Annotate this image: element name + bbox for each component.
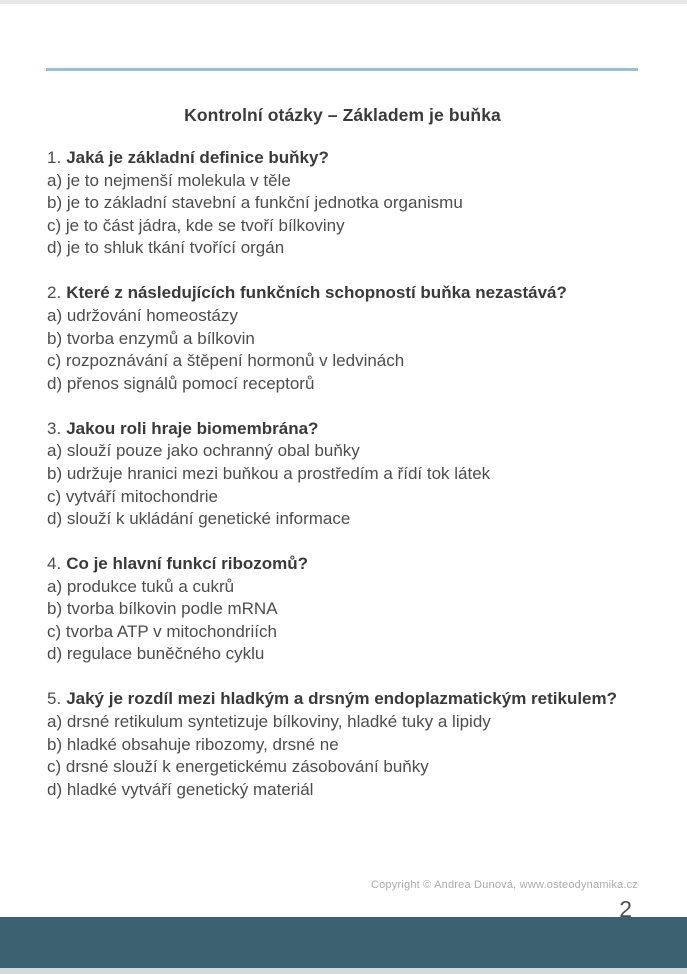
answer-option: c) tvorba ATP v mitochondriích	[47, 621, 277, 641]
answer-option: b) tvorba bílkovin podle mRNA	[47, 599, 278, 619]
question-block	[47, 282, 667, 395]
answer-option: c) rozpoznávání a štěpení hormonů v ledvinách	[47, 351, 405, 371]
question-block	[47, 553, 667, 666]
answer-option: d) hladké vytváří genetický materiál	[47, 779, 314, 799]
copyright-text: Copyright © Andrea Dunová, www.osteodynamika.cz	[371, 879, 638, 891]
answer-option: b) udržuje hranici mezi buňkou a prostředím a řídí tok látek	[47, 463, 491, 483]
answer-option: c) vytváří mitochondrie	[47, 486, 218, 506]
question-number: 1.	[47, 148, 62, 167]
question-number: 4.	[47, 554, 62, 574]
question-number: 5.	[47, 689, 62, 709]
question-text: Jaká je základní definice buňky?	[66, 148, 329, 167]
footer-bar	[0, 917, 687, 968]
question-heading	[47, 418, 667, 441]
answer-option: b) tvorba enzymů a bílkovin	[47, 328, 255, 348]
answer-option: c) je to část jádra, kde se tvoří bílkoviny	[47, 215, 345, 235]
answer-option: d) regulace buněčného cyklu	[47, 644, 265, 664]
answer-option: d) je to shluk tkání tvořící orgán	[47, 238, 285, 258]
answer-option: b) hladké obsahuje ribozomy, drsné ne	[47, 734, 339, 754]
question-heading	[47, 553, 667, 576]
page-title: Kontrolní otázky – Základem je buňka	[184, 105, 501, 125]
answer-option: d) přenos signálů pomocí receptorů	[47, 373, 315, 393]
question-block	[47, 688, 667, 801]
questions-section	[47, 147, 667, 824]
answer-option: d) slouží k ukládání genetické informace	[47, 509, 351, 529]
answer-option: c) drsné slouží k energetickému zásobování buňky	[47, 757, 429, 777]
question-heading	[47, 688, 667, 711]
answer-option: a) udržování homeostázy	[47, 305, 238, 325]
page-top-edge	[0, 0, 687, 4]
answer-option: a) produkce tuků a cukrů	[47, 576, 235, 596]
question-text: Které z následujících funkčních schopností buňka nezastává?	[66, 283, 567, 303]
answer-option: a) drsné retikulum syntetizuje bílkoviny, hladké tuky a lipidy	[47, 712, 491, 732]
question-block	[47, 147, 667, 260]
page-bottom-edge	[0, 968, 687, 974]
answer-option: a) je to nejmenší molekula v těle	[47, 170, 291, 190]
answer-option: a) slouží pouze jako ochranný obal buňky	[47, 441, 360, 461]
page-number: 2	[619, 896, 632, 922]
question-text: Jakou roli hraje biomembrána?	[66, 418, 319, 438]
question-block	[47, 418, 667, 531]
question-text: Jaký je rozdíl mezi hladkým a drsným endoplazmatickým retikulem?	[66, 689, 618, 709]
question-heading	[47, 282, 667, 305]
question-text: Co je hlavní funkcí ribozomů?	[66, 554, 308, 574]
question-number: 2.	[47, 283, 62, 303]
header-rule	[46, 68, 638, 71]
question-heading	[47, 147, 667, 170]
question-number: 3.	[47, 418, 62, 438]
answer-option: b) je to základní stavební a funkční jednotka organismu	[47, 193, 463, 213]
